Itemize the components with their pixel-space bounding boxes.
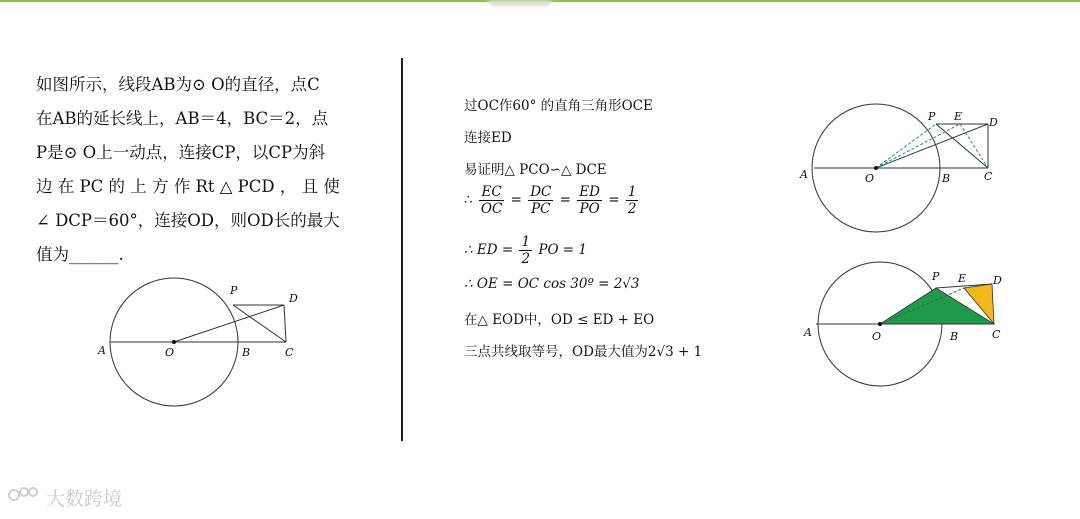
line-ec-dashed: [960, 124, 988, 168]
solution-figure-bottom: [796, 260, 1012, 390]
label-e: E: [958, 272, 967, 285]
label-d: D: [993, 274, 1002, 287]
center-dot: [874, 166, 878, 170]
solution-step-3: 易证明△ PCO∽△ DCE: [464, 162, 607, 178]
fraction-num: EC: [479, 184, 504, 201]
line-op-dashed: [876, 124, 936, 168]
fraction-half: [519, 234, 532, 267]
problem-line-3: P是⊙ O上一动点，连接CP，以CP为斜: [36, 143, 326, 162]
problem-figure: [92, 274, 312, 410]
solution-step-4: [464, 184, 640, 217]
problem-line-6: 值为______.: [36, 245, 124, 264]
fraction-ec-oc: [479, 184, 504, 217]
fraction-den: 2: [627, 201, 637, 217]
solution-step-8: 三点共线取等号，OD最大值为2√3 + 1: [464, 344, 703, 360]
solution-step-7: 在△ EOD中，OD ≤ ED + EO: [464, 312, 655, 328]
label-p: P: [932, 270, 940, 283]
problem-line-4: 边 在 PC 的 上 方 作 Rt △ PCD ， 且 使: [36, 177, 340, 196]
center-dot: [172, 340, 176, 344]
line-dc: [284, 305, 286, 342]
problem-line-2: 在AB的延长线上，AB＝4，BC＝2，点: [36, 109, 329, 128]
label-c: C: [285, 346, 294, 359]
fraction-den: OC: [480, 201, 503, 217]
line-od: [876, 124, 988, 168]
label-o: O: [872, 330, 882, 343]
solution-step-5: [464, 234, 587, 267]
label-o: O: [865, 172, 875, 185]
label-b: B: [242, 346, 251, 359]
fraction-one-half: [626, 184, 639, 217]
therefore-symbol: ∴: [464, 192, 473, 208]
problem-line-1: 如图所示，线段AB为⊙ O的直径，点C: [36, 75, 320, 94]
solution-step-1: 过OC作60° 的直角三角形OCE: [464, 98, 653, 114]
label-p: P: [928, 110, 936, 123]
label-o: O: [165, 346, 175, 359]
fraction-den: 2: [521, 251, 531, 267]
label-c: C: [992, 328, 1001, 341]
solution-step-6: ∴ OE = OC cos 30º = 2√3: [464, 276, 640, 292]
fraction-num: ED: [579, 184, 600, 200]
watermark-logo-icon: [8, 484, 44, 511]
line-oe-dashed: [876, 124, 960, 168]
line-pc: [936, 124, 988, 168]
equals-sign: =: [559, 192, 571, 208]
fraction-ed-po: [577, 184, 602, 217]
line-pc: [233, 305, 286, 342]
label-d: D: [289, 292, 298, 305]
fraction-den: PO: [579, 201, 600, 217]
label-p: P: [230, 284, 238, 297]
solution-figure-top: [796, 102, 1012, 248]
equals-sign: =: [510, 192, 522, 208]
label-b: B: [950, 330, 959, 343]
vertical-divider: [401, 58, 403, 441]
label-e: E: [954, 110, 963, 123]
step5-right: PO = 1: [538, 242, 587, 258]
problem-line-5: ∠ DCP＝60°，连接OD，则OD长的最大: [36, 211, 340, 230]
fraction-dc-pc: [528, 184, 553, 217]
label-a: A: [804, 326, 812, 339]
fraction-den: PC: [531, 201, 551, 217]
center-dot: [878, 322, 882, 326]
top-tab-handle[interactable]: [488, 0, 552, 6]
line-od: [174, 305, 284, 342]
equals-sign: =: [608, 192, 620, 208]
label-d: D: [989, 116, 998, 129]
fraction-num: DC: [530, 184, 552, 200]
watermark: [8, 484, 122, 511]
watermark-text: 大数跨境: [46, 488, 123, 510]
label-a: A: [98, 344, 106, 357]
label-c: C: [984, 170, 993, 183]
fraction-num: 1: [521, 234, 531, 250]
label-a: A: [800, 168, 808, 181]
problem-text: [36, 68, 354, 272]
solution-step-2: 连接ED: [464, 130, 512, 146]
label-b: B: [942, 172, 951, 185]
step5-left: ∴ ED =: [464, 242, 514, 258]
fraction-num: 1: [627, 184, 637, 200]
